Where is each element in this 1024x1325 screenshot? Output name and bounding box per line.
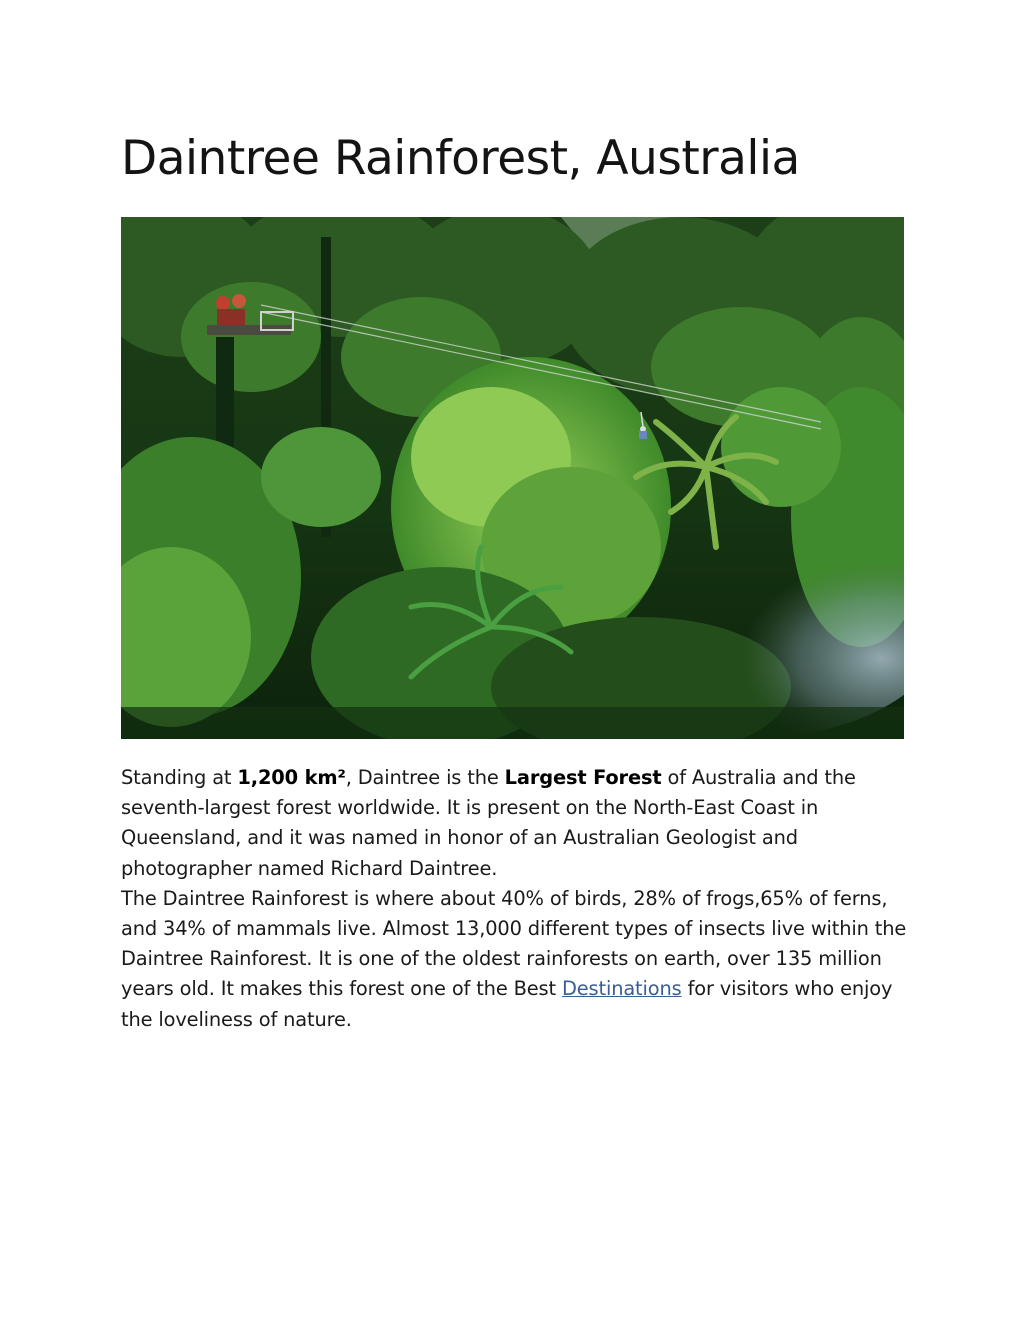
paragraph-2	[121, 884, 921, 1035]
article-body	[121, 763, 921, 1035]
paragraph-1	[121, 763, 921, 884]
destinations-link[interactable]: Destinations	[561, 977, 682, 1001]
paragraph-2-text-a: The Daintree Rainforest is where about 40% of birds, 28% of frogs,65% of ferns, and 34% of mammals live. Almost 13,000 different types of insects live within the Daintree Rainforest. It is one of the oldest rainforests on earth, over 135 million years old. It makes this forest one of the Best	[121, 886, 907, 1001]
page-title: Daintree Rainforest, Australia	[121, 131, 800, 186]
paragraph-1-text-a: Standing at	[121, 766, 238, 789]
paragraph-1-text-b: , Daintree is the	[345, 766, 505, 789]
forest-area-value: 1,200 km²	[237, 766, 346, 789]
paragraph-2-text-b: for visitors who enjoy the loveliness of nature.	[121, 977, 893, 1031]
largest-forest-emphasis: Largest Forest	[504, 766, 662, 789]
rainforest-photo	[121, 217, 904, 739]
paragraph-1-text-c: of Australia and the seventh-largest forest worldwide. It is present on the North-East Coast in Queensland, and it was named in honor of an Australian Geologist and photographer named Richard Daintree.	[121, 766, 856, 880]
